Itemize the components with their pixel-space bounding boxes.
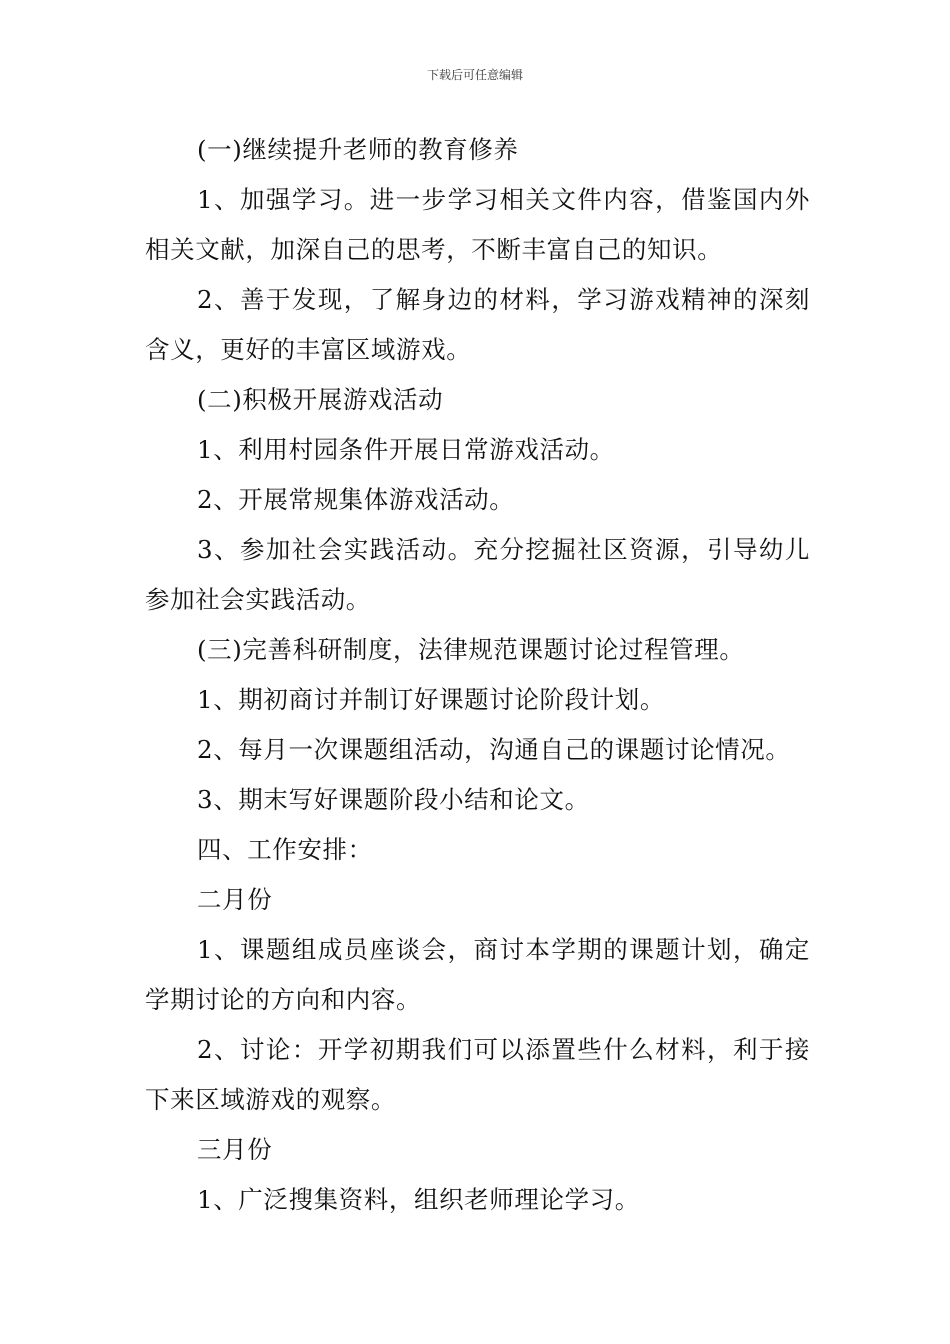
paragraph: 1、利用村园条件开展日常游戏活动。: [197, 435, 615, 464]
section-heading-1: (一)继续提升老师的教育修养: [197, 135, 519, 164]
paragraph: 3、参加社会实践活动。充分挖掘社区资源，引导幼儿参加社会实践活动。: [145, 535, 810, 614]
paragraph: 2、讨论：开学初期我们可以添置些什么材料，利于接下来区域游戏的观察。: [145, 1035, 810, 1114]
section-heading-4: 四、工作安排：: [197, 835, 373, 864]
section-heading-3: (三)完善科研制度，法律规范课题讨论过程管理。: [197, 635, 745, 664]
month-heading-march: 三月份: [197, 1135, 273, 1164]
paragraph: 1、广泛搜集资料，组织老师理论学习。: [197, 1185, 640, 1214]
paragraph: 2、善于发现，了解身边的材料，学习游戏精神的深刻含义，更好的丰富区域游戏。: [145, 285, 810, 364]
paragraph: 3、期末写好课题阶段小结和论文。: [197, 785, 590, 814]
paragraph: 1、课题组成员座谈会，商讨本学期的课题计划，确定学期讨论的方向和内容。: [145, 935, 810, 1014]
paragraph: 1、期初商讨并制订好课题讨论阶段计划。: [197, 685, 665, 714]
paragraph: 2、开展常规集体游戏活动。: [197, 485, 515, 514]
section-heading-2: (二)积极开展游戏活动: [197, 385, 444, 414]
paragraph: 2、每月一次课题组活动，沟通自己的课题讨论情况。: [197, 735, 791, 764]
document-body: [145, 125, 810, 1225]
paragraph: 1、加强学习。进一步学习相关文件内容，借鉴国内外相关文献，加深自己的思考，不断丰富自己的知识。: [145, 185, 810, 264]
page-header-note: 下载后可任意编辑: [426, 68, 523, 82]
month-heading-february: 二月份: [197, 885, 273, 914]
